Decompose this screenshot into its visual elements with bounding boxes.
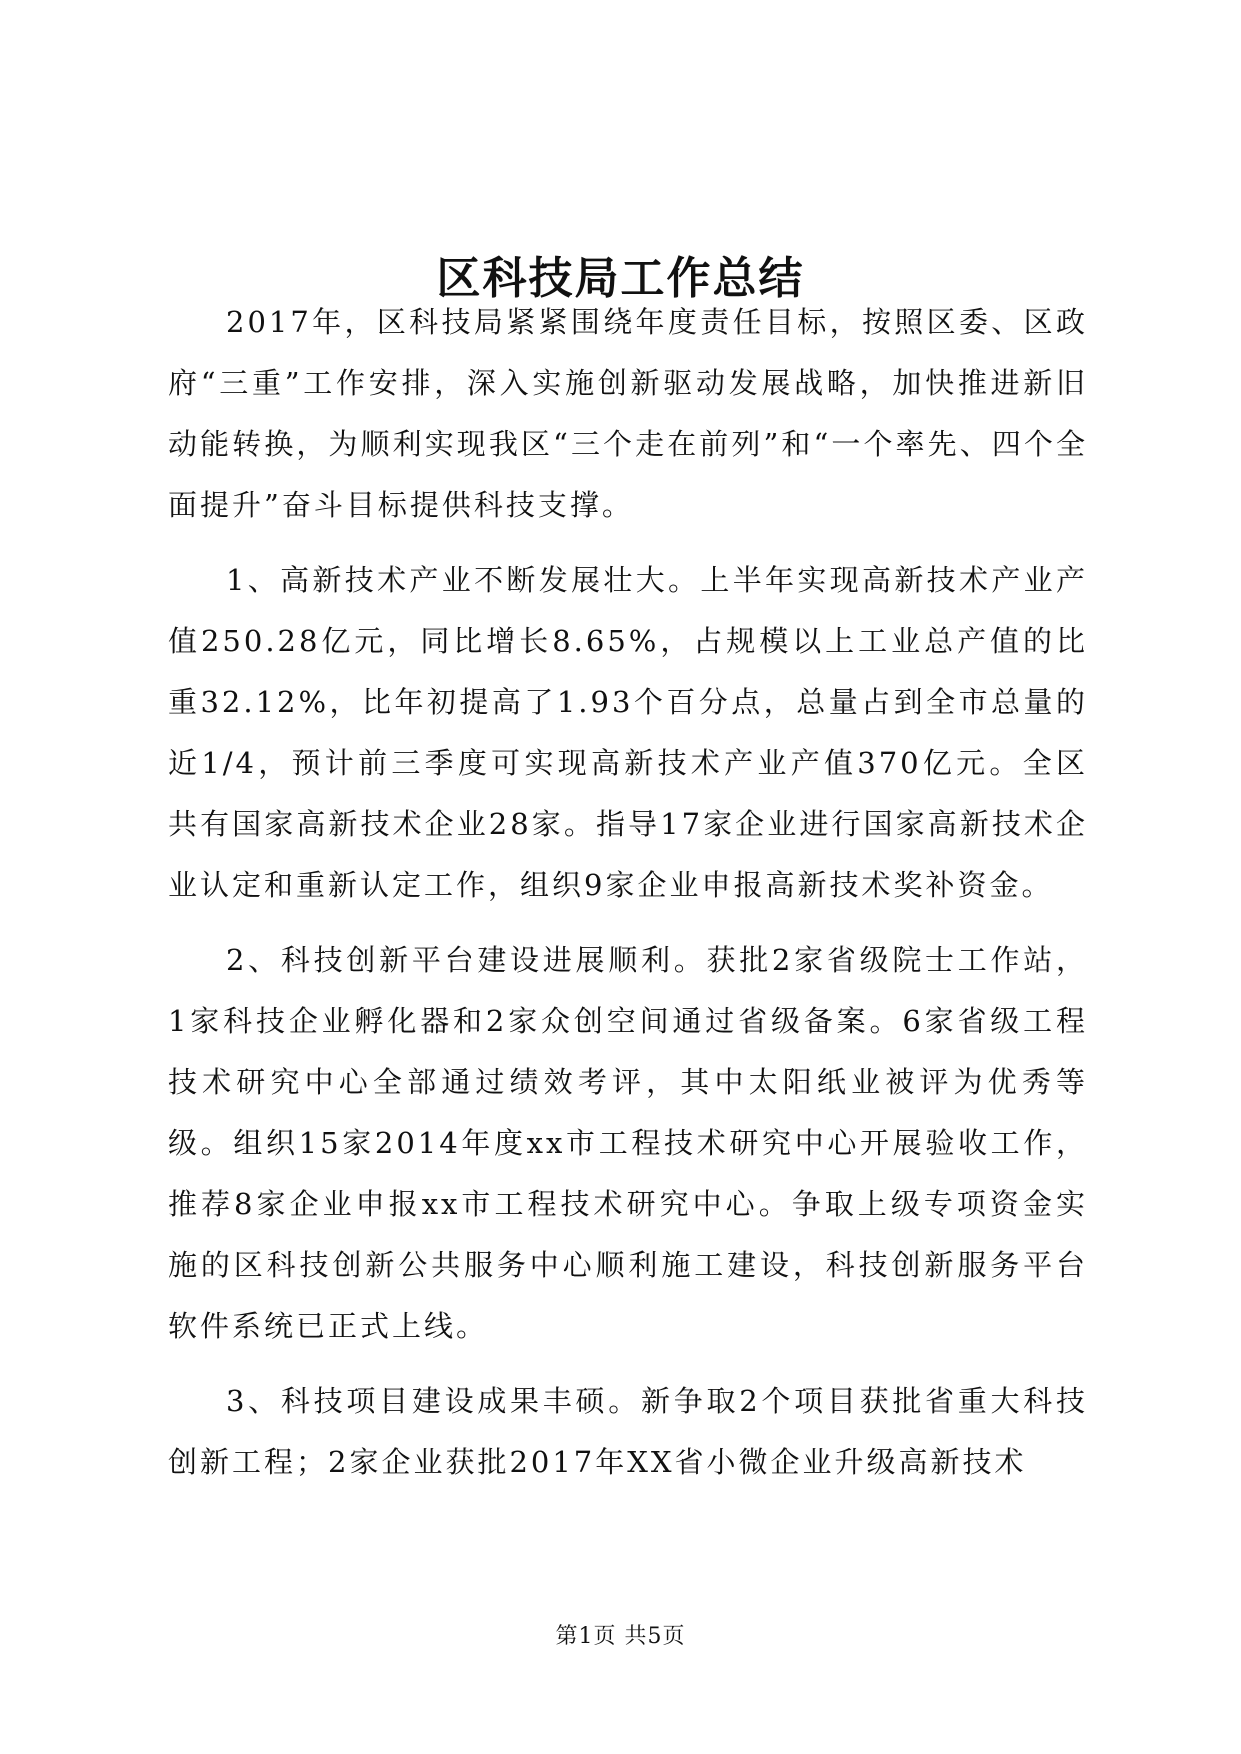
page-footer: 第1页 共5页: [555, 1624, 686, 1649]
paragraph-tech-projects: 3、科技项目建设成果丰硕。新争取2个项目获批省重大科技创新工程；2家企业获批2017年XX省小微企业升级高新技术: [168, 1384, 1088, 1479]
document-title: 区科技局工作总结: [436, 253, 805, 305]
document-body: [168, 292, 1088, 1507]
paragraph-high-tech-industry: 1、高新技术产业不断发展壮大。上半年实现高新技术产业产值250.28亿元，同比增长8.65%，占规模以上工业总产值的比重32.12%，比年初提高了1.93个百分点，总量占到全市总量的近1/4，预计前三季度可实现高新技术产业产值370亿元。全区共有国家高新技术企业28家。指导17家企业进行国家高新技术企业认定和重新认定工作，组织9家企业申报高新技术奖补资金。: [168, 563, 1088, 902]
paragraph-innovation-platform: 2、科技创新平台建设进展顺利。获批2家省级院士工作站，1家科技企业孵化器和2家众创空间通过省级备案。6家省级工程技术研究中心全部通过绩效考评，其中太阳纸业被评为优秀等级。组织15家2014年度xx市工程技术研究中心开展验收工作，推荐8家企业申报xx市工程技术研究中心。争取上级专项资金实施的区科技创新公共服务中心顺利施工建设，科技创新服务平台软件系统已正式上线。: [168, 943, 1088, 1343]
paragraph-intro: 2017年，区科技局紧紧围绕年度责任目标，按照区委、区政府“三重”工作安排，深入实施创新驱动发展战略，加快推进新旧动能转换，为顺利实现我区“三个走在前列”和“一个率先、四个全面提升”奋斗目标提供科技支撑。: [168, 305, 1088, 522]
